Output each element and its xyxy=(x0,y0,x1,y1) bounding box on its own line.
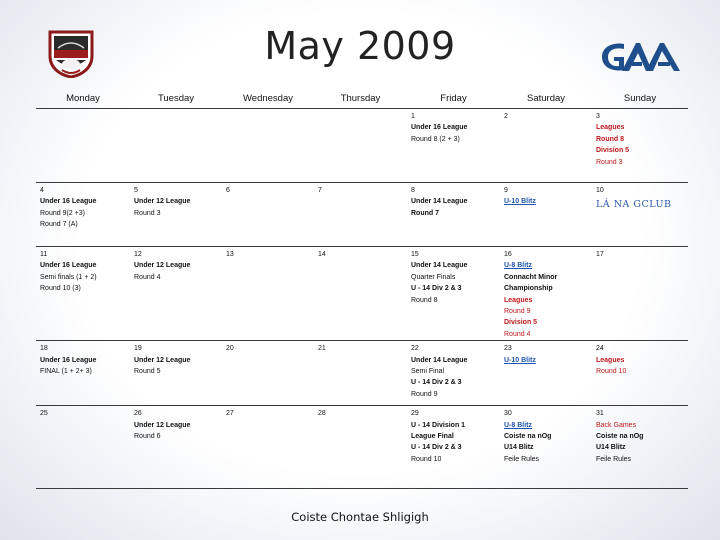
event-line: U - 14 Division 1 xyxy=(411,421,466,429)
event-line: Back Games xyxy=(596,421,637,429)
day-cell xyxy=(36,183,130,247)
day-cell xyxy=(500,406,592,489)
week-row xyxy=(36,341,688,406)
event-line: Feile Rules xyxy=(504,455,540,463)
event-line: Under 12 League xyxy=(134,356,191,364)
day-number: 24 xyxy=(596,345,604,353)
event-line: Round 10 xyxy=(411,455,442,463)
day-number: 7 xyxy=(318,187,322,194)
event-link[interactable]: U-10 Blitz xyxy=(504,198,536,206)
day-cell xyxy=(592,247,688,341)
event-line: Round 4 xyxy=(134,273,161,281)
day-cell xyxy=(500,183,592,247)
calendar-table xyxy=(36,88,688,489)
event-line: Under 16 League xyxy=(40,198,97,206)
event-line: Round 9 xyxy=(504,308,531,316)
day-number: 23 xyxy=(504,345,512,353)
day-number: 18 xyxy=(40,345,48,353)
day-number: 4 xyxy=(40,187,44,194)
day-number: 9 xyxy=(504,187,508,194)
event-line: Round 9(2 +3) xyxy=(40,209,85,217)
event-line: U14 Blitz xyxy=(596,444,626,452)
day-number: 19 xyxy=(134,345,142,353)
day-cell xyxy=(500,341,592,406)
day-number: 16 xyxy=(504,251,512,258)
day-cell xyxy=(222,341,314,406)
page-title: May 2009 xyxy=(264,24,456,68)
weekday-header-row xyxy=(36,88,688,109)
event-line: Round 8 xyxy=(411,296,438,304)
day-cell xyxy=(592,341,688,406)
day-number: 17 xyxy=(596,251,604,258)
event-line: Under 12 League xyxy=(134,262,191,270)
event-line: Round 4 xyxy=(504,330,531,338)
day-cell xyxy=(500,247,592,341)
footer-text: Coiste Chontae Shligigh xyxy=(291,510,429,524)
day-cell xyxy=(222,109,314,183)
event-line: U - 14 Div 2 & 3 xyxy=(411,285,462,293)
day-cell xyxy=(36,406,130,489)
day-cell xyxy=(407,406,500,489)
event-link[interactable]: U-8 Blitz xyxy=(504,262,532,270)
event-line: Semi Final xyxy=(411,368,445,376)
day-number: 12 xyxy=(134,251,142,258)
event-line: Feile Rules xyxy=(596,455,632,463)
event-line: League Final xyxy=(411,433,454,441)
day-number: 10 xyxy=(596,187,604,194)
day-header: Thursday xyxy=(314,88,407,109)
day-cell xyxy=(314,247,407,341)
event-line: Round 3 xyxy=(134,209,161,217)
event-line: Under 16 League xyxy=(40,356,97,364)
event-line: Under 16 League xyxy=(40,262,97,270)
event-line: Leagues xyxy=(504,296,533,304)
day-header: Wednesday xyxy=(222,88,314,109)
event-line: Quarter Finals xyxy=(411,273,456,281)
event-line: Division 5 xyxy=(596,147,630,155)
day-number: 21 xyxy=(318,345,326,353)
event-line: Round 5 xyxy=(134,368,161,376)
day-number: 15 xyxy=(411,251,419,258)
event-line: Round 6 xyxy=(134,433,161,441)
day-header: Tuesday xyxy=(130,88,222,109)
day-number: 6 xyxy=(226,187,230,194)
day-number: 22 xyxy=(411,345,419,353)
event-line: Championship xyxy=(504,285,553,293)
day-cell xyxy=(500,109,592,183)
day-cell xyxy=(314,406,407,489)
day-number: 31 xyxy=(596,410,604,418)
week-row xyxy=(36,247,688,341)
event-line: Division 5 xyxy=(504,319,538,327)
day-cell xyxy=(407,109,500,183)
day-number: 2 xyxy=(504,113,508,120)
day-number: 30 xyxy=(504,410,512,418)
day-cell xyxy=(222,406,314,489)
day-number: 11 xyxy=(40,251,48,258)
day-number: 26 xyxy=(134,410,142,418)
day-cell xyxy=(314,341,407,406)
event-line: Round 3 xyxy=(596,158,623,166)
event-line: Under 12 League xyxy=(134,421,191,429)
week-row xyxy=(36,109,688,183)
day-cell xyxy=(130,183,222,247)
day-number: 3 xyxy=(596,113,600,120)
event-line: Round 8 (2 + 3) xyxy=(411,135,460,143)
day-cell xyxy=(36,247,130,341)
event-line: Semi finals (1 + 2) xyxy=(40,273,97,281)
day-cell xyxy=(36,109,130,183)
week-row xyxy=(36,183,688,247)
week-row xyxy=(36,406,688,489)
day-number: 27 xyxy=(226,410,234,418)
day-header: Sunday xyxy=(592,88,688,109)
day-cell xyxy=(407,247,500,341)
day-number: 25 xyxy=(40,410,48,418)
day-header: Monday xyxy=(36,88,130,109)
event-line: U14 Blitz xyxy=(504,444,534,452)
event-line: Round 10 (3) xyxy=(40,285,81,293)
event-line: U - 14 Div 2 & 3 xyxy=(411,379,462,387)
day-number: 8 xyxy=(411,187,415,194)
day-cell xyxy=(130,109,222,183)
event-line: Leagues xyxy=(596,124,625,132)
day-cell xyxy=(222,247,314,341)
event-line: U - 14 Div 2 & 3 xyxy=(411,444,462,452)
event-line: Coiste na nOg xyxy=(596,433,644,441)
event-link[interactable]: U-8 Blitz xyxy=(504,421,532,429)
day-cell xyxy=(407,341,500,406)
day-cell xyxy=(314,183,407,247)
event-line: Leagues xyxy=(596,356,625,364)
day-cell xyxy=(130,406,222,489)
event-line: Coiste na nOg xyxy=(504,433,552,441)
day-number: 28 xyxy=(318,410,326,418)
day-number: 29 xyxy=(411,410,419,418)
event-line: Under 14 League xyxy=(411,262,468,270)
day-cell xyxy=(130,247,222,341)
day-cell xyxy=(592,109,688,183)
day-number: 1 xyxy=(411,113,415,120)
day-number: 14 xyxy=(318,251,326,258)
day-cell xyxy=(592,406,688,489)
day-cell xyxy=(314,109,407,183)
day-header: Saturday xyxy=(500,88,592,109)
day-number: 20 xyxy=(226,345,234,353)
event-line: Under 14 League xyxy=(411,198,468,206)
day-cell xyxy=(592,183,688,247)
event-line: Round 10 xyxy=(596,368,627,376)
day-cell xyxy=(222,183,314,247)
event-line: Connacht Minor xyxy=(504,273,558,281)
day-cell xyxy=(36,341,130,406)
event-line: Under 14 League xyxy=(411,356,468,364)
event-line: Under 12 League xyxy=(134,198,191,206)
day-cell xyxy=(130,341,222,406)
event-line: Round 9 xyxy=(411,390,438,398)
day-number: 13 xyxy=(226,251,234,258)
day-cell xyxy=(407,183,500,247)
event-line: LÁ NA GCLUB xyxy=(596,199,672,211)
day-number: 5 xyxy=(134,187,138,194)
day-header: Friday xyxy=(407,88,500,109)
gaa-logo-icon xyxy=(598,40,684,74)
event-line: Round 7 (A) xyxy=(40,221,78,229)
event-line: Under 16 League xyxy=(411,124,468,132)
event-link[interactable]: U-10 Blitz xyxy=(504,356,536,364)
event-line: Round 7 xyxy=(411,209,439,217)
event-line: FINAL (1 + 2+ 3) xyxy=(40,368,92,376)
event-line: Round 8 xyxy=(596,135,624,143)
